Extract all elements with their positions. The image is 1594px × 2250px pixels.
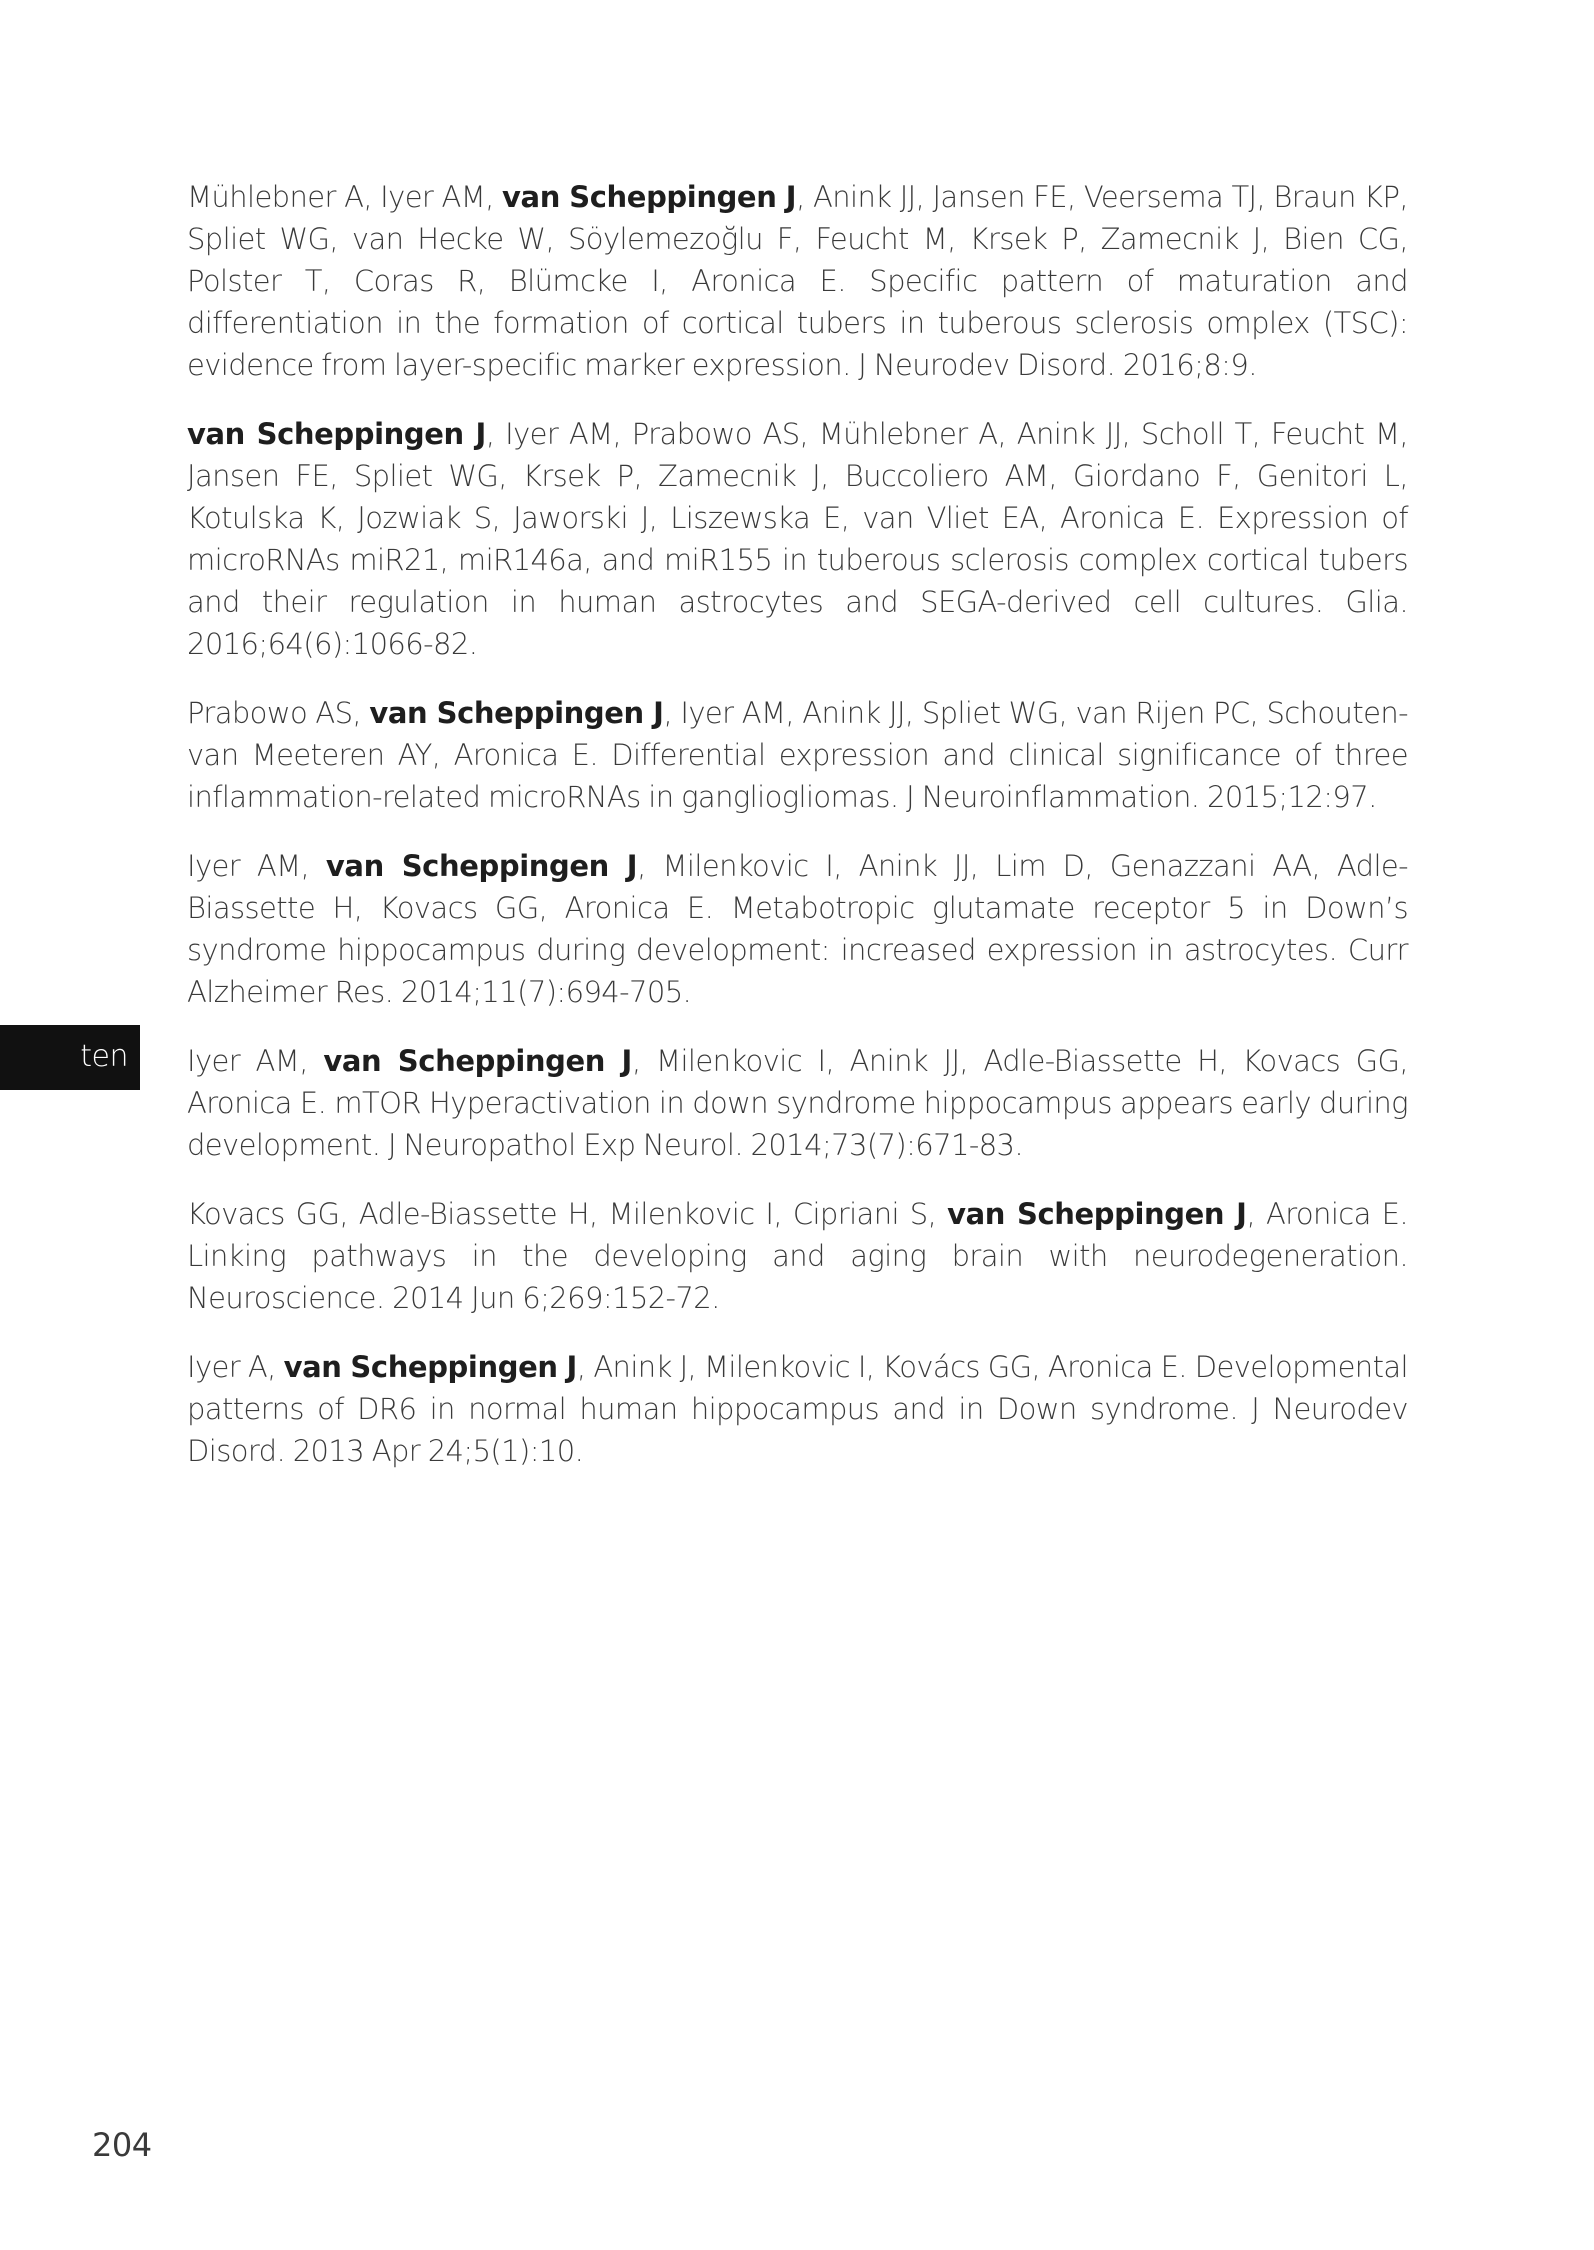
reference-text-after-author: , Iyer AM, Prabowo AS, Mühlebner A, Anink JJ, Scholl T, Feucht M, Jansen FE, Spliet WG, Krsek P, Zamecnik J, Buccoliero AM, Giordano F, Genitori L, Kotulska K, Jozwiak S, Jaworski J, Liszewska E, van Vliet EA, Aronica E. Expression of microRNAs miR21, miR146a, and miR155 in tuberous sclerosis complex cortical tubers and their regulation in human astrocytes and SEGA-derived cell cultures. Glia. 2016;64(6):1066-82. [187, 417, 1408, 661]
reference-highlighted-author: van Scheppingen J [502, 180, 797, 214]
page-number: 204 [92, 2126, 152, 2164]
chapter-tab-label: ten [80, 1039, 128, 1074]
reference-text-after-author: , Anink JJ, Jansen FE, Veersema TJ, Braun KP, Spliet WG, van Hecke W, Söylemezoğlu F, Feucht M, Krsek P, Zamecnik J, Bien CG, Polster T, Coras R, Blümcke I, Aronica E. Specific pattern of maturation and differentiation in the formation of cortical tubers in tuberous sclerosis omplex (TSC): evidence from layer-specific marker expression. J Neurodev Disord. 2016;8:9. [187, 180, 1408, 382]
reference-entry [187, 1193, 1408, 1319]
reference-text-before-author: Mühlebner A, Iyer AM, [187, 180, 503, 214]
reference-entry [187, 176, 1408, 386]
reference-entry [187, 1346, 1408, 1472]
reference-highlighted-author: van Scheppingen J [323, 1044, 632, 1078]
reference-text-before-author: Iyer A, [187, 1350, 284, 1384]
reference-highlighted-author: van Scheppingen J [325, 849, 638, 883]
reference-entry [187, 1040, 1408, 1166]
reference-highlighted-author: van Scheppingen J [283, 1350, 577, 1384]
reference-text-before-author: Iyer AM, [187, 1044, 324, 1078]
reference-entry [187, 845, 1408, 1013]
reference-text-after-author: , Aronica E. Linking pathways in the developing and aging brain with neurodegeneration. Neuroscience. 2014 Jun 6;269:152-72. [187, 1197, 1409, 1315]
reference-highlighted-author: van Scheppingen J [947, 1197, 1247, 1231]
reference-entry [187, 413, 1408, 665]
reference-text-after-author: , Iyer AM, Anink JJ, Spliet WG, van Rijen PC, Schouten-van Meeteren AY, Aronica E. Differential expression and clinical significance of three inflammation-related microRNAs in gangliogliomas. J Neuroinflammation. 2015;12:97. [187, 696, 1408, 814]
reference-text-after-author: , Anink J, Milenkovic I, Kovács GG, Aronica E. Developmental patterns of DR6 in normal human hippocampus and in Down syndrome. J Neurodev Disord. 2013 Apr 24;5(1):10. [187, 1350, 1408, 1468]
reference-highlighted-author: van Scheppingen J [187, 417, 486, 451]
reference-text-before-author: Kovacs GG, Adle-Biassette H, Milenkovic I, Cipriani S, [187, 1197, 948, 1231]
reference-text-before-author: Iyer AM, [187, 849, 326, 883]
reference-text-before-author: Prabowo AS, [187, 696, 370, 730]
reference-highlighted-author: van Scheppingen J [369, 696, 664, 730]
reference-text-after-author: , Milenkovic I, Anink JJ, Adle-Biassette H, Kovacs GG, Aronica E. mTOR Hyperactivation in down syndrome hippocampus appears early during development. J Neuropathol Exp Neurol. 2014;73(7):671-83. [187, 1044, 1409, 1162]
chapter-tab [0, 1025, 140, 1090]
reference-entry [187, 692, 1408, 818]
reference-list [187, 176, 1408, 1499]
reference-text-after-author: , Milenkovic I, Anink JJ, Lim D, Genazzani AA, Adle-Biassette H, Kovacs GG, Aronica E. Metabotropic glutamate receptor 5 in Down’s syndrome hippocampus during development: increased expression in astrocytes. Curr Alzheimer Res. 2014;11(7):694-705. [187, 849, 1409, 1009]
